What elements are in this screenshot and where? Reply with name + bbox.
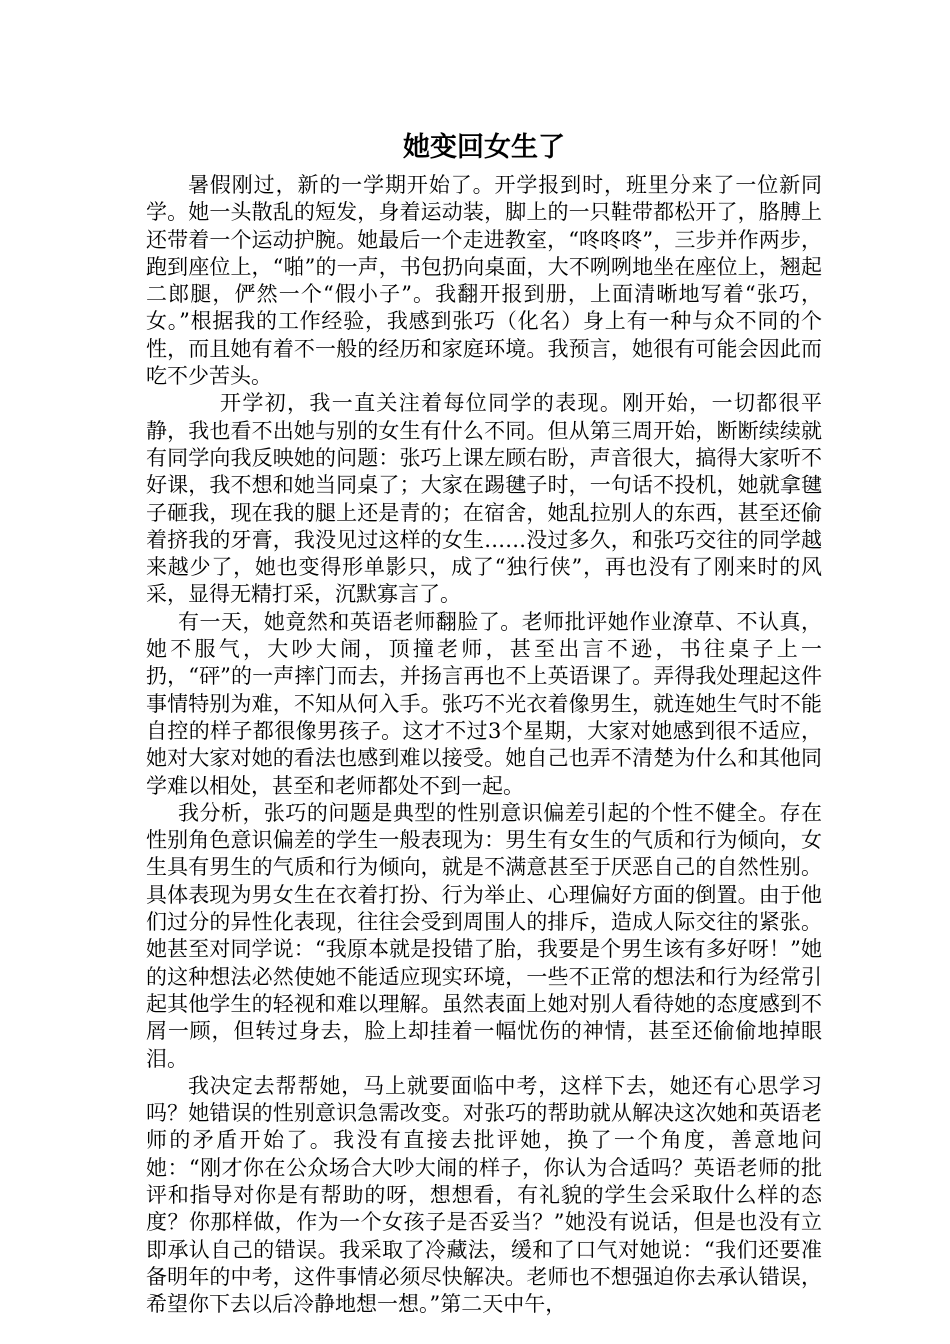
document-page [146, 128, 822, 1318]
paragraph-3: 有一天，她竟然和英语老师翻脸了。老师批评她作业潦草、不认真，她不服气，大吵大闹，顶撞老师，甚至出言不逊，书往桌子上一扔，“砰”的一声摔门而去，并扬言再也不上英语课了。弄得我处理起这件事情特别为难，不知从何入手。张巧不光衣着像男生，就连她生气时不能自控的样子都很像男孩子。这才不过3个星期，大家对她感到很不适应，她对大家对她的看法也感到难以接受。她自己也弄不清楚为什么和其他同学难以相处，甚至和老师都处不到一起。 [146, 609, 822, 798]
paragraph-5: 我决定去帮帮她，马上就要面临中考，这样下去，她还有心思学习吗？她错误的性别意识急需改变。对张巧的帮助就从解决这次她和英语老师的矛盾开始了。我没有直接去批评她，换了一个角度，善意地问她：“刚才你在公众场合大吵大闹的样子，你认为合适吗？英语老师的批评和指导对你是有帮助的呀，想想看，有礼貌的学生会采取什么样的态度？你那样做，作为一个女孩子是否妥当？”她没有说话，但是也没有立即承认自己的错误。我采取了冷藏法，缓和了口气对她说：“我们还要准备明年的中考，这件事情必须尽快解决。老师也不想强迫你去承认错误，希望你下去以后冷静地想一想。”第二天中午， [146, 1073, 822, 1317]
paragraph-2: 开学初，我一直关注着每位同学的表现。刚开始，一切都很平静，我也看不出她与别的女生有什么不同。但从第三周开始，断断续续就有同学向我反映她的问题：张巧上课左顾右盼，声音很大，搞得大家听不好课，我不想和她当同桌了；大家在踢毽子时，一句话不投机，她就拿毽子砸我，现在我的腿上还是青的；在宿舍，她乱拉别人的东西，甚至还偷着挤我的牙膏，我没见过这样的女生……没过多久，和张巧交往的同学越来越少了，她也变得形单影只，成了“独行侠”，再也没有了刚来时的风采，显得无精打采，沉默寡言了。 [146, 391, 822, 607]
paragraph-4: 我分析，张巧的问题是典型的性别意识偏差引起的个性不健全。存在性别角色意识偏差的学生一般表现为：男生有女生的气质和行为倾向，女生具有男生的气质和行为倾向，就是不满意甚至于厌恶自己的自然性别。具体表现为男女生在衣着打扮、行为举止、心理偏好方面的倒置。由于他们过分的异性化表现，往往会受到周围人的排斥，造成人际交往的紧张。她甚至对同学说：“我原本就是投错了胎，我要是个男生该有多好呀！”她的这种想法必然使她不能适应现实环境，一些不正常的想法和行为经常引起其他学生的轻视和难以理解。虽然表面上她对别人看待她的态度感到不屑一顾，但转过身去，脸上却挂着一幅忧伤的神情，甚至还偷偷地掉眼泪。 [146, 800, 822, 1071]
paragraph-1: 暑假刚过，新的一学期开始了。开学报到时，班里分来了一位新同学。她一头散乱的短发，身着运动装，脚上的一只鞋带都松开了，胳膊上还带着一个运动护腕。她最后一个走进教室，“咚咚咚”，三步并作两步，跑到座位上，“啪”的一声，书包扔向桌面，大不咧咧地坐在座位上，翘起二郎腿，俨然一个“假小子”。我翻开报到册，上面清晰地写着“张巧，女。”根据我的工作经验，我感到张巧（化名）身上有一种与众不同的个性，而且她有着不一般的经历和家庭环境。我预言，她很有可能会因此而吃不少苦头。 [146, 173, 822, 389]
document-title: 她变回女生了 [403, 132, 565, 163]
